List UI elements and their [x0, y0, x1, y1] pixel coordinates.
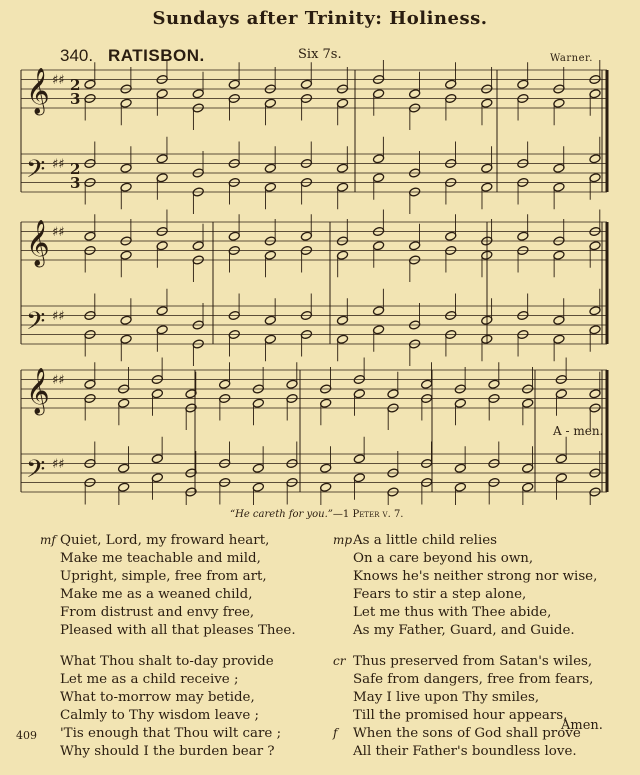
- note-head: [156, 306, 168, 316]
- note-head: [481, 98, 493, 108]
- dynamic-marking: f: [333, 726, 338, 741]
- key-signature: ♯♯: [52, 373, 65, 388]
- time-signature: 3: [70, 174, 81, 192]
- dynamic-marking: mp: [333, 533, 353, 547]
- verse-line: On a care beyond his own,: [353, 550, 534, 566]
- verse-line: Why should I the burden bear ?: [60, 743, 275, 759]
- note-head: [156, 241, 168, 251]
- treble-clef: 𝄞: [26, 68, 50, 114]
- note-head: [118, 463, 130, 473]
- note-head: [336, 334, 348, 344]
- note-head: [336, 98, 348, 108]
- note-head: [353, 454, 365, 464]
- time-signature: 3: [70, 90, 81, 108]
- time-signature: 2: [70, 76, 81, 94]
- verse-line: mp As a little child relies: [333, 533, 498, 548]
- note-head: [372, 173, 384, 183]
- stanza-3: [333, 532, 597, 639]
- verse-line: Fears to stir a step alone,: [353, 586, 527, 602]
- dynamic-marking: cr: [333, 654, 346, 669]
- note-head: [589, 89, 601, 99]
- bass-clef: 𝄢: [26, 307, 46, 342]
- note-head: [553, 315, 565, 325]
- note-head: [488, 379, 500, 389]
- note-head: [300, 231, 312, 241]
- verse-line: From distrust and envy free,: [60, 604, 255, 620]
- note-head: [252, 482, 264, 492]
- key-signature: ♯♯: [52, 457, 65, 472]
- note-head: [120, 250, 132, 260]
- note-head: [353, 389, 365, 399]
- note-head: [589, 173, 601, 183]
- key-signature: ♯♯: [52, 157, 65, 172]
- note-head: [252, 398, 264, 408]
- note-head: [454, 398, 466, 408]
- note-head: [409, 89, 421, 99]
- scripture-citation: —1 Peter v. 7.: [332, 509, 404, 520]
- note-head: [372, 154, 384, 164]
- note-head: [372, 325, 384, 335]
- verse-line: Let me as a child receive ;: [60, 672, 239, 688]
- note-head: [84, 379, 96, 389]
- note-head: [353, 473, 365, 483]
- note-head: [264, 250, 276, 260]
- note-head: [555, 389, 567, 399]
- note-head: [387, 389, 399, 399]
- note-head: [589, 241, 601, 251]
- verse-line: Safe from dangers, free from fears,: [353, 672, 594, 688]
- note-head: [553, 250, 565, 260]
- verse-line: Make me as a weaned child,: [60, 586, 253, 602]
- note-head: [228, 231, 240, 241]
- note-head: [120, 315, 132, 325]
- verse-line: May I live upon Thy smiles,: [353, 690, 540, 706]
- note-head: [120, 182, 132, 192]
- note-head: [481, 182, 493, 192]
- note-head: [421, 379, 433, 389]
- verse-line: Make me teachable and mild,: [60, 550, 261, 566]
- verse-line: Calmly to Thy wisdom leave ;: [60, 708, 260, 724]
- note-head: [481, 163, 493, 173]
- verse-line: Pleased with all that pleases Thee.: [60, 622, 296, 638]
- stanza-2: [40, 653, 296, 760]
- note-head: [454, 463, 466, 473]
- note-head: [589, 325, 601, 335]
- note-head: [120, 334, 132, 344]
- note-head: [118, 398, 130, 408]
- note-head: [454, 482, 466, 492]
- note-head: [84, 79, 96, 89]
- note-head: [522, 482, 534, 492]
- amen-text: Amen.: [561, 718, 603, 733]
- note-head: [553, 98, 565, 108]
- note-head: [589, 306, 601, 316]
- note-head: [151, 389, 163, 399]
- note-head: [553, 334, 565, 344]
- treble-clef: 𝄞: [26, 220, 50, 266]
- note-head: [553, 182, 565, 192]
- verse-line: Let me thus with Thee abide,: [353, 604, 552, 620]
- bass-clef: 𝄢: [26, 455, 46, 490]
- note-head: [264, 182, 276, 192]
- bass-clef: 𝄢: [26, 155, 46, 190]
- key-signature: ♯♯: [52, 225, 65, 240]
- note-head: [555, 473, 567, 483]
- treble-clef: 𝄞: [26, 368, 50, 414]
- note-head: [409, 241, 421, 251]
- note-head: [151, 473, 163, 483]
- tune-name: RATISBON.: [108, 46, 205, 65]
- note-head: [589, 154, 601, 164]
- verse-line: What Thou shalt to-day provide: [60, 654, 274, 670]
- music-score: [0, 60, 640, 505]
- note-head: [336, 182, 348, 192]
- note-head: [120, 163, 132, 173]
- verse-line: f When the sons of God shall prove: [333, 726, 581, 742]
- note-head: [286, 379, 298, 389]
- note-head: [372, 241, 384, 251]
- note-head: [156, 173, 168, 183]
- note-head: [192, 241, 204, 251]
- meter: Six 7s.: [298, 47, 342, 62]
- amen-lyric: A - men.: [553, 424, 604, 438]
- note-head: [84, 231, 96, 241]
- note-head: [264, 163, 276, 173]
- note-head: [372, 89, 384, 99]
- note-head: [589, 389, 601, 399]
- note-head: [219, 379, 231, 389]
- note-head: [555, 454, 567, 464]
- note-head: [320, 398, 332, 408]
- verses-left-column: [40, 532, 296, 775]
- verse-line: 'Tis enough that Thou wilt care ;: [60, 726, 282, 742]
- verse-line: cr Thus preserved from Satan's wiles,: [333, 654, 593, 670]
- page-number: 409: [16, 729, 37, 742]
- note-head: [151, 454, 163, 464]
- verse-line: mf Quiet, Lord, my froward heart,: [40, 533, 270, 548]
- verse-line: Till the promised hour appears,: [353, 708, 568, 724]
- page-header: Sundays after Trinity: Holiness.: [152, 8, 488, 29]
- note-head: [156, 325, 168, 335]
- key-signature: ♯♯: [52, 73, 65, 88]
- note-head: [445, 79, 457, 89]
- note-head: [156, 154, 168, 164]
- note-head: [118, 482, 130, 492]
- scripture-quote: “He careth for you.”: [230, 509, 333, 520]
- stanza-1: [40, 532, 296, 639]
- hymn-number: 340.: [60, 46, 94, 65]
- note-head: [336, 163, 348, 173]
- note-head: [156, 89, 168, 99]
- note-head: [264, 98, 276, 108]
- note-head: [192, 89, 204, 99]
- note-head: [336, 250, 348, 260]
- verse-line: Knows he's neither strong nor wise,: [353, 568, 598, 584]
- note-head: [120, 98, 132, 108]
- composer: Warner.: [550, 53, 593, 64]
- note-head: [336, 315, 348, 325]
- note-head: [522, 463, 534, 473]
- verse-line: As my Father, Guard, and Guide.: [353, 622, 575, 638]
- verses-right-column: [333, 532, 597, 775]
- time-signature: 2: [70, 160, 81, 178]
- note-head: [517, 79, 529, 89]
- verse-line: Upright, simple, free from art,: [60, 568, 267, 584]
- note-head: [553, 163, 565, 173]
- note-head: [445, 231, 457, 241]
- key-signature: ♯♯: [52, 309, 65, 324]
- note-head: [522, 398, 534, 408]
- scripture-reference: [230, 509, 403, 520]
- note-head: [517, 231, 529, 241]
- note-head: [320, 482, 332, 492]
- note-head: [264, 315, 276, 325]
- note-head: [320, 463, 332, 473]
- verse-line: All their Father's boundless love.: [353, 743, 577, 759]
- note-head: [228, 79, 240, 89]
- verse-line: What to-morrow may betide,: [60, 690, 255, 706]
- note-head: [264, 334, 276, 344]
- note-head: [300, 79, 312, 89]
- note-head: [372, 306, 384, 316]
- note-head: [252, 463, 264, 473]
- dynamic-marking: mf: [40, 533, 56, 547]
- stanza-4: [333, 653, 597, 760]
